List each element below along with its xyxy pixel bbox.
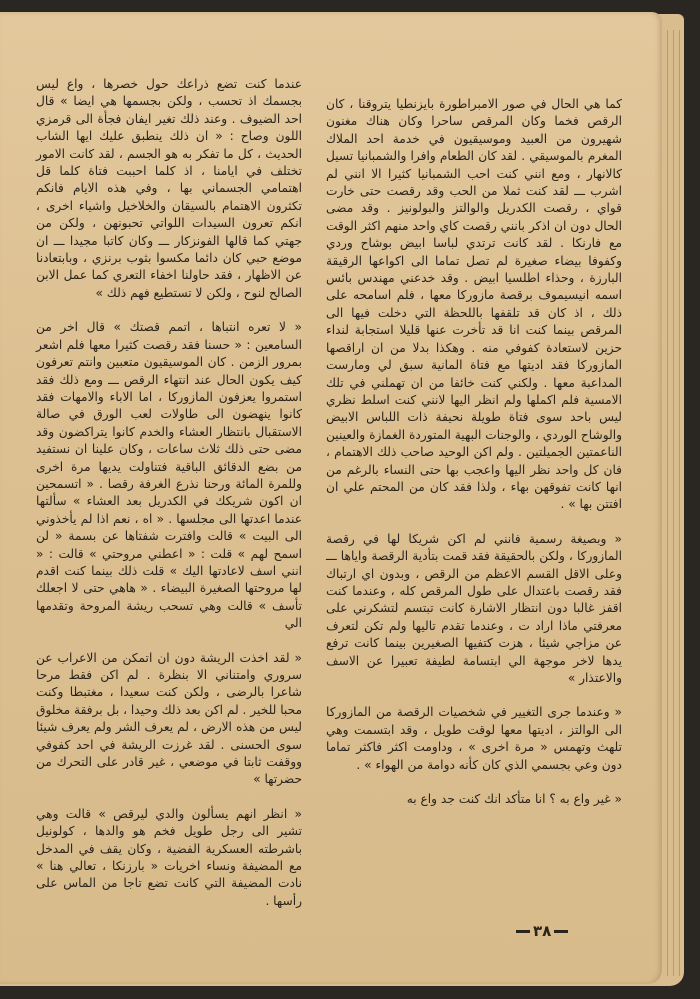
right-text-column <box>326 96 622 808</box>
dash-decoration <box>554 930 568 933</box>
paragraph: « لقد اخذت الريشة دون ان اتمكن من الاعراب عن سروري وامتناني الا بنظرة . لم اكن فقط مرحا شاعرا بالرضى ، ولكن كنت سعيدا ، مغتبطا وكنت محبا للخير . لم اكن بعد ذلك وحيدا ، بل برفقة مخلوق ليس من هذه الارض ، لم يعرف الشر ولم يعرف شيئا سوى الحسنى . لقد غرزت الريشة في احد كفوفي ووقفت ثابتا في موضعي ، غير قادر على التحرك من حضرتها » <box>36 650 302 787</box>
paragraph: « لا تعره انتباها ، اتمم قصتك » قال اخر من السامعين : « حسنا فقد رقصت كثيرا معها فلم اشعر بمرور الزمن . كان الموسيقيون متعبين وانتم تعرفون كيف يكون الحال عند انتهاء الرقص ـــ ومع ذلك فقد استمروا يعزفون المازوركا ، اما الاباء والامهات فقد كانوا ينهضون الى طاولات لعب الورق في صالة الاستقبال بانتظار العشاء والخدم كانوا يتراكضون وقد مضى حتى ذلك ثلاث ساعات ، وكان علينا ان نستفيد من بضع الدقائق الباقية فتناولت يديها مرة اخرى وللمرة المائة ورحنا نذرع الغرفة رقصا . « اتسمحين ان اكون شريكك في الكدريل بعد العشاء » سألتها عندما اعدتها الى مجلسها . « اه ، نعم اذا لم يأخذوني الى البيت » قالت وافترت شفتاها عن بسمة « لن اسمح لهم » قلت : « اعطني مروحتي » قالت : « انني اسف لاعادتها اليك » قلت ذلك بينما كنت اقدم لها مروحتها الصغيرة البيضاء . « هاهي حتى لا اجعلك تأسف » قالت وهي تسحب ريشة المروحة وتقدمها الي <box>36 320 302 631</box>
paragraph: « انظر انهم يسألون والدي ليرقص » قالت وهي تشير الى رجل طويل فخم هو والدها ، كولونيل باشرطته العسكرية الفضية ، وكان يقف في المدخل مع المضيفة ونساء اخريات « بارزنكا ، تعالي هنا » نادت المضيفة التي كانت تضع تاجا من الماس على رأسها . <box>36 806 302 908</box>
page-edge <box>676 30 680 976</box>
paragraph: « غير واع به ؟ انا متأكد انك كنت جد واع به <box>406 792 622 807</box>
page-number <box>513 922 571 940</box>
left-text-column <box>36 76 302 910</box>
magazine-page <box>0 12 662 984</box>
page-edge <box>670 30 674 976</box>
paragraph: « وبصيغة رسمية فانني لم اكن شريكا لها في رقصة المازوركا ، ولكن بالحقيقة فقد قمت بتأدية الرقصة واياها ـــ وعلى الاقل القسم الاعظم من الرقص ، وبدون اي ارتباك فقد رقصت باعتدال على طول المرقص كله ، وعندما كنت اقفز غالبا دون انتظار الاشارة كانت تبتسم لتشكرني على معرفتي ماذا اراد ت ، وعندما تقدم تاليها ولم تكن لتعرف عن مزاجي شيئا ، هزت كتفيها الصغيرين بينما كانت ترفع يدها لاخر موجهة الي ابتسامة لطيفة تعبيرا عن الاسف والاعتذار » <box>326 531 622 685</box>
paragraph: عندما كنت تضع ذراعك حول خصرها ، واع ليس بجسمك اذ تحسب ، ولكن بجسمها هي ايضا » قال احد الضيوف . وعند ذلك تغير ايفان فجأة الى قرمزي اللون وصاح : « ان ذلك ينطبق عليك ايها الشاب الحديث ، كل ما تفكر به هو الجسم ، لقد كانت الامور تختلف في ايامنا ، اذ كلما احببت فتاة كلما قل اهتمامي الجسماني بها ، وفي هذه الايام فانكم تكثرون الاهتمام بالسيقان والخلاخيل واشياء اخرى ، انكم تعرون السيدات اللواتي تحبونهن ، ولكن من جهتي كما قالها الفونزكار ـــ وكان كاتبا مجيدا ـــ ان موضع حبي كان دائما مكسوا بثوب برنزي ، وبابتعادنا عن الاظهار ، فقد حاولنا اخفاء التعري كما عمل الابن الصالح لنوح ، ولكن لا تستطيع فهم ذلك » <box>36 77 302 300</box>
paragraph: كما هي الحال في صور الامبراطورة بايزنطيا يتروقنا ، كان الرقص فخما وكان المرقص ساحرا وكان هناك مغنون شهيرون من العبيد وموسيقيون في خدمة احد الملاك المغرم بالموسيقي . لقد كان الطعام وافرا والشمبانيا تسيل كالانهار ، ومع انني كنت احب الشمبانيا كثيرا الا انني لم اشرب ـــ لقد كنت ثملا من الحب وقد رقصت حتى خارت قواي ، رقصت الكدريل والوالتز والبولونيز . وقد مضى الحال دون ان اذكر بانني رقصت كاي واحد منهم اكثر الوقت مع فارنكا . لقد كانت ترتدي لباسا ابيض بوشاح وردي وكفوفا بيضاء صغيرة لم تصل تماما الى اكواعها الرقيقة البارزة ، وحذاء اطلسيا ابيض . وقد خدعني مهندس بائس اسمه انيسيموف برقصة مازوركا معها ، فلم اسامحه على ذلك ، اذ كان قد تلقفها باللحظة التي دخلت فيها الى المرقص بينما كنت انا قد تأخرت عنها قليلا استجابة لنداء حزين لاستعادة كفوفي منه . وهكذا بدلا من ان اراقصها المازوركا فقد اديتها مع فتاة المانية سبق لي ومارست المداعبة معها . ولكني كنت خائفا من ان تهملني في تلك الامسية فلم اكملها ولم انظر اليها لانني كنت اسلط نظري ليس باحد سوى فتاة طويلة نحيفة ذات اللباس الابيض والوشاح الوردي ، والوجنات البهية المتوردة الغمازة والعينين الناعمتين الجميلتين . ولم اكن الوحيد صاحب ذلك الاهتمام ، فان كل واحد نظر اليها واعجب بها حتى النساء بالرغم من انها كانت تفوقهن بهاء ، ولذا فقد كان من المحتم علي ان افتتن بها » . <box>326 97 622 512</box>
page-number-text: ٣٨ <box>533 922 552 940</box>
page-edge <box>664 30 668 976</box>
dash-decoration <box>516 930 530 933</box>
paragraph: « وعندما جرى التغيير في شخصيات الرقصة من المازوركا الى الوالتز ، اديتها معها لوقت طويل ، وقد ابتسمت وهي تلهث وتهمس « مرة اخرى » ، وداومت اكثر فاكثر تماما دون وعي بجسمي الذي كان كأنه دوامة من الهواء » . <box>326 705 622 772</box>
